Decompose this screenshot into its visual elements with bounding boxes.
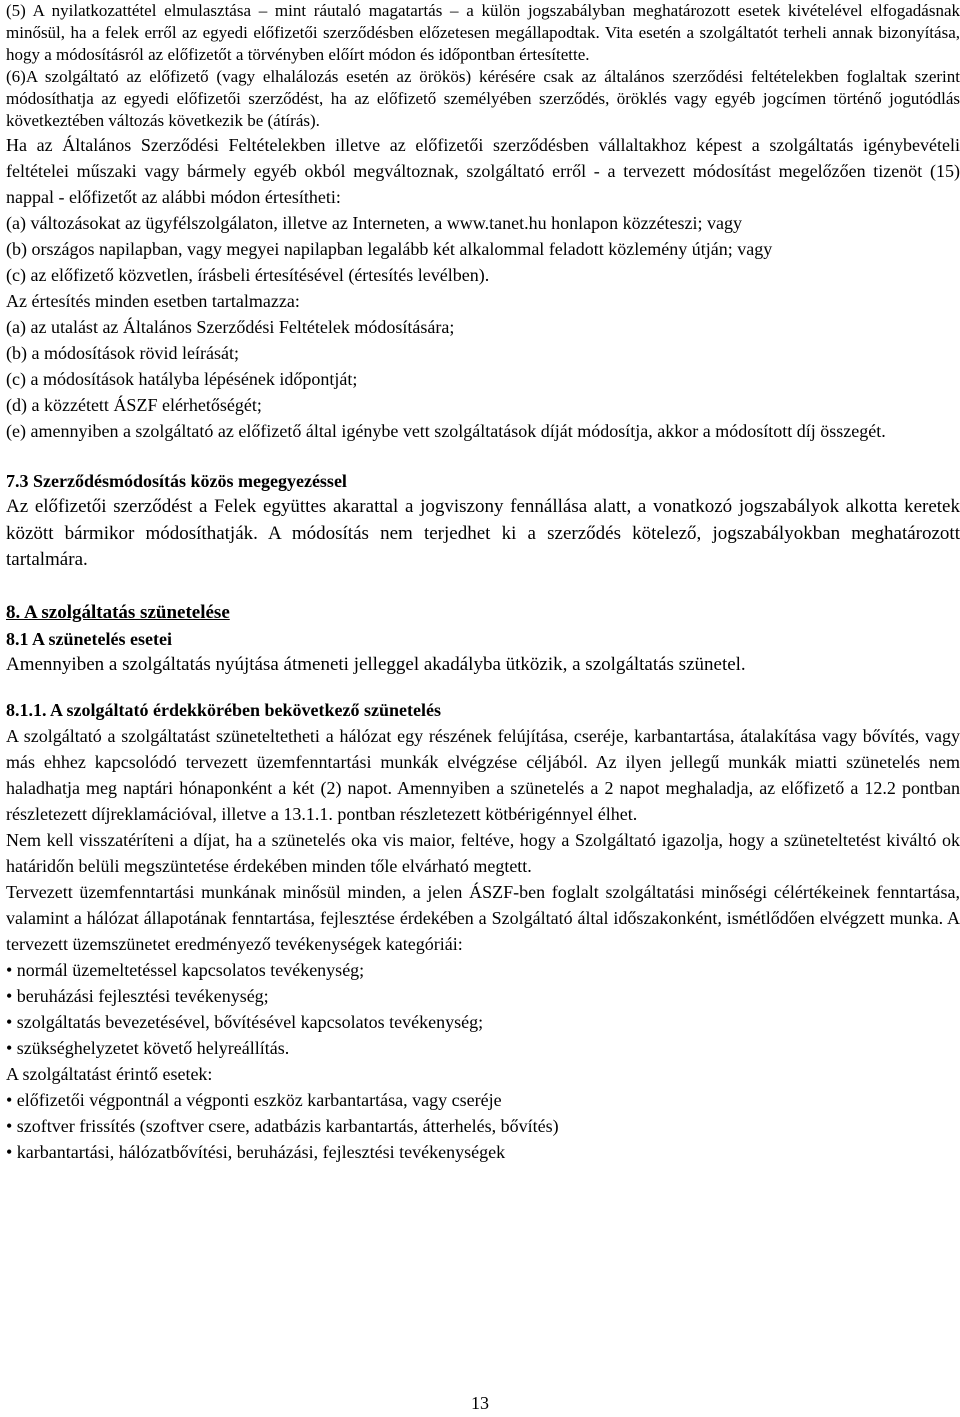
- section-7-3-heading: 7.3 Szerződésmódosítás közös megegyezéssel: [6, 471, 347, 491]
- list-item: • szolgáltatás bevezetésével, bővítésével kapcsolatos tevékenység;: [6, 1011, 484, 1032]
- notice-content-c: (c) a módosítások hatályba lépésének időpontját;: [6, 369, 358, 389]
- page-number: 13: [471, 1393, 489, 1413]
- affecting-intro: A szolgáltatást érintő esetek:: [6, 1063, 213, 1084]
- section-7-3-text: Az előfizetői szerződést a Felek együttes akarattal a jogviszony fennállása alatt, a vonatkozó jogszabályok alkotta keretek között bármikor módosíthatják. A módosítás nem terjedhet ki a szerződés kötelező, jogszabályokban meghatározott tartalmára.: [6, 496, 960, 570]
- section-8-heading: [6, 600, 960, 627]
- section-8-1-1-heading: 8.1.1. A szolgáltató érdekkörében bekövetkező szünetelés: [6, 699, 441, 720]
- notice-content-b: (b) a módosítások rövid leírását;: [6, 343, 239, 363]
- notice-content-intro: Az értesítés minden esetben tartalmazza:: [6, 291, 300, 311]
- paragraph-6: (6)A szolgáltató az előfizető (vagy elhalálozás esetén az örökös) kérésére csak az általános szerződési feltételekben foglaltak szerint módosíthatja az egyedi előfizetői szerződést, ha az előfizető személyében szerződés, öröklés vagy egyéb jogcímen történő jogutódlás következtében változás következik be (átírás).: [6, 67, 960, 130]
- paragraph-5: (5) A nyilatkozattétel elmulasztása – mint ráutaló magatartás – a külön jogszabályban meghatározott esetek kivételével elfogadásnak minősül, ha a felek erről az egyedi előfizetői szerződésben előzetesen megállapodtak. Vita esetén a szolgáltatót terheli annak bizonyítása, hogy a módosításról az előfizetőt a törvényben előírt módon és időpontban értesítette.: [6, 1, 960, 64]
- list-item: • szoftver frissítés (szoftver csere, adatbázis karbantartás, átterhelés, bővítés): [6, 1115, 559, 1136]
- list-item: • előfizetői végpontnál a végponti eszköz karbantartása, vagy cseréje: [6, 1089, 502, 1110]
- notice-way-c: (c) az előfizető közvetlen, írásbeli értesítésével (értesítés levélben).: [6, 265, 490, 285]
- notice-content-a: (a) az utalást az Általános Szerződési Feltételek módosítására;: [6, 317, 455, 337]
- list-item: • szükséghelyzetet követő helyreállítás.: [6, 1037, 290, 1058]
- section-8-heading-text: 8. A szolgáltatás szünetelése: [6, 601, 230, 623]
- section-8-1-heading: 8.1 A szünetelés esetei: [6, 629, 172, 649]
- notice-content-e: (e) amennyiben a szolgáltató az előfizető által igénybe vett szolgáltatások díját módosítja, akkor a módosított díj összegét.: [6, 421, 886, 441]
- section-8-1-text: Amennyiben a szolgáltatás nyújtása átmeneti jelleggel akadályba ütközik, a szolgáltatás szünetel.: [6, 654, 746, 675]
- document-page: [6, 0, 960, 1165]
- section-8-1-1-p1: A szolgáltató a szolgáltatást szüneteltetheti a hálózat egy részének felújítása, cseréje, karbantartása, átalakítása vagy bővítés, vagy más ehhez kapcsolódó tervezett üzemfenntartási munkák elvégzése céljából. Az ilyen jellegű munkák miatti szünetelés nem haladhatja meg naptári hónaponként a két (2) napot. Amennyiben a szünetelés a 2 napot meghaladja, az előfizető a 12.2 pontban részletezett díjreklamációval, illetve a 13.1.1. pontban részletezett kötbérigénnyel élhet.: [6, 725, 960, 824]
- list-item: • beruházási fejlesztési tevékenység;: [6, 985, 269, 1006]
- notice-way-a: (a) változásokat az ügyfélszolgálaton, illetve az Interneten, a www.tanet.hu honlapon közzéteszi; vagy: [6, 213, 743, 233]
- list-item: • normál üzemeltetéssel kapcsolatos tevékenység;: [6, 959, 365, 980]
- section-8-1-1-p2: Nem kell visszatéríteni a díjat, ha a szünetelés oka vis maior, feltéve, hogy a Szolgáltató igazolja, hogy a szüneteltetést kiváltó ok határidőn belüli megszüntetése érdekében minden tőle elvárható megtett.: [6, 829, 960, 876]
- notice-content-d: (d) a közzétett ÁSZF elérhetőségét;: [6, 395, 262, 415]
- section-8-1-1-p3: Tervezett üzemfenntartási munkának minősül minden, a jelen ÁSZF-ben foglalt szolgáltatási minőségi célértékeinek fenntartása, valamint a hálózat állapotának fenntartása, fejlesztése érdekében a Szolgáltató által időszakonként, ismétlődően elvégzett munka. A tervezett üzemszünetet eredményező tevékenységek kategóriái:: [6, 881, 960, 954]
- notice-intro: Ha az Általános Szerződési Feltételekben illetve az előfizetői szerződésben vállaltakhoz képest a szolgáltatás igénybevételi feltételei műszaki vagy bármely egyéb okból megváltoznak, szolgáltató erről - a tervezett módosítást megelőzően tizenöt (15) nappal - előfizetőt az alábbi módon értesítheti:: [6, 135, 960, 207]
- notice-way-b: (b) országos napilapban, vagy megyei napilapban legalább két alkalommal feladott közlemény útján; vagy: [6, 239, 773, 259]
- list-item: • karbantartási, hálózatbővítési, beruházási, fejlesztési tevékenységek: [6, 1141, 506, 1162]
